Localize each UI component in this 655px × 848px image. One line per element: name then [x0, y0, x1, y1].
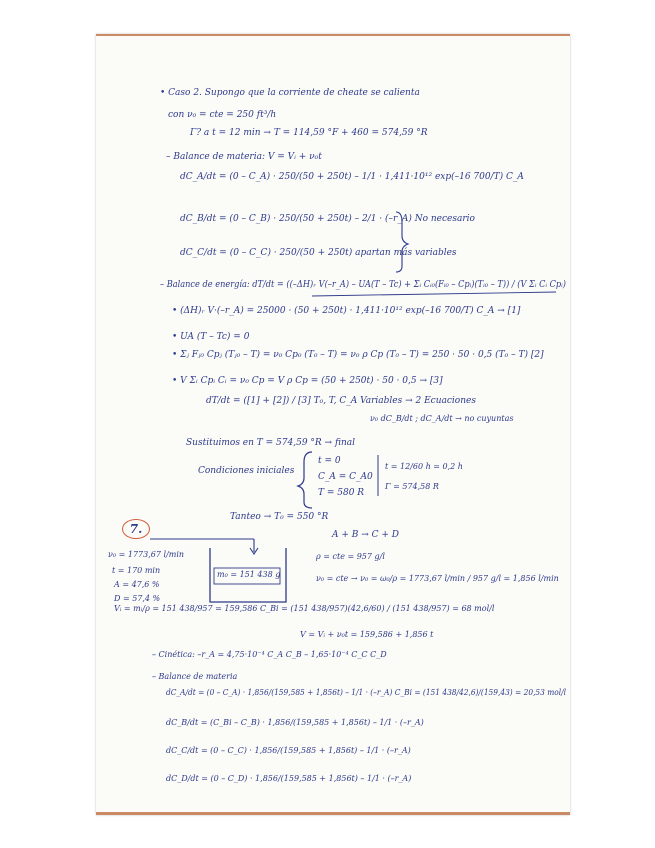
text-line: T = 580 R: [318, 488, 365, 498]
text-line: ρ = cte = 957 g/l: [316, 552, 385, 561]
text-line: con ν₀ = cte = 250 ft³/h: [168, 110, 277, 120]
text-line: • (ΔH)ᵣ V·(–r_A) = 25000 · (50 + 250t) · 1,411·10¹² exp(–16 700/T) C_A → [1]: [172, 306, 521, 316]
text-line: • Σⱼ Fⱼ₀ Cpⱼ (Tⱼ₀ – T) = ν₀ Cp₀ (T₀ – T) = ν₀ ρ Cp (T₀ – T) = 250 · 50 · 0,5 (T₀ – T) [2]: [172, 350, 544, 360]
text-line: • UA (T – Tc) = 0: [172, 332, 250, 342]
text-line: C_A = C_A0: [318, 472, 373, 482]
text-line: • Caso 2. Supongo que la corriente de cheate se calienta: [160, 88, 420, 98]
text-line: Vᵢ = mᵢ/ρ = 151 438/957 = 159,586 C_Bi = (151 438/957)(42,6/60) / (151 438/957) = 68 mol/l: [114, 604, 495, 613]
text-line: D = 57,4 %: [114, 594, 161, 603]
text-line: – Balance de energía: dT/dt = ((–ΔH)ᵣ V(–r_A) – UA(T – Tc) + Σᵢ Cᵢ₀(Fᵢ₀ – Cpᵢ)(Tᵢ₀ – T)) / (V Σᵢ Cᵢ Cpᵢ): [160, 280, 566, 290]
text-line: – Cinética: –r_A = 4,75·10⁻⁴ C_A C_B – 1,65·10⁻⁴ C_C C_D: [152, 650, 387, 659]
text-line: – Balance de materia: [152, 672, 238, 681]
text-line: dC_D/dt = (0 – C_D) · 1,856/(159,585 + 1,856t) – 1/1 · (–r_A): [166, 774, 412, 783]
text-line: dT/dt = ([1] + [2]) / [3] T₀, T, C_A Variables → 2 Ecuaciones: [206, 396, 476, 406]
text-line: A = 47,6 %: [114, 580, 160, 589]
conditions-brace: [298, 452, 312, 508]
text-line: Tanteo → T₀ = 550 °R: [230, 512, 329, 522]
text-line: V = Vᵢ + ν₀t = 159,586 + 1,856 t: [300, 630, 434, 639]
vessel-label: m₀ = 151 438 g: [217, 570, 281, 579]
text-line: dC_B/dt = (C_Bi – C_B) · 1,856/(159,585 + 1,856t) – 1/1 · (–r_A): [166, 718, 424, 727]
text-line: A + B → C + D: [332, 530, 400, 540]
text-line: dC_C/dt = (0 – C_C) · 1,856/(159,585 + 1,856t) – 1/1 · (–r_A): [166, 746, 411, 755]
text-line: Γ? a t = 12 min → T = 114,59 °F + 460 = 574,59 °R: [190, 128, 428, 138]
text-line: t = 0: [318, 456, 341, 466]
text-line: Sustituimos en T = 574,59 °R → final: [186, 438, 355, 448]
text-line: ν₀ dC_B/dt ; dC_A/dt → no cuyuntas: [370, 414, 514, 423]
text-line: ν₀ = 1773,67 l/min: [108, 550, 185, 559]
text-line: dC_A/dt = (0 – C_A) · 250/(50 + 250t) – 1/1 · 1,411·10¹² exp(–16 700/T) C_A: [180, 172, 524, 182]
text-line: dC_C/dt = (0 – C_C) · 250/(50 + 250t) apartan más variables: [180, 248, 457, 258]
text-line: dC_B/dt = (0 – C_B) · 250/(50 + 250t) – 2/1 · (–r_A) No necesario: [180, 214, 475, 224]
text-line: t = 12/60 h = 0,2 h: [385, 462, 463, 471]
energy-fraction-line: [312, 292, 556, 296]
text-line: Γ = 574,58 R: [385, 482, 439, 491]
text-line: ν₀ = cte → ν₀ = ω₀/ρ = 1773,67 l/min / 957 g/l = 1,856 l/min: [316, 574, 559, 583]
problem-number: 7.: [122, 519, 150, 539]
text-line: t = 170 min: [112, 566, 161, 575]
text-line: • V Σᵢ Cpᵢ Cᵢ = ν₀ Cp = V ρ Cp = (50 + 250t) · 50 · 0,5 → [3]: [172, 376, 443, 386]
text-line: Condiciones iniciales: [198, 466, 295, 476]
text-line: dC_A/dt = (0 – C_A) · 1,856/(159,585 + 1,856t) – 1/1 · (–r_A) C_Bi = (151 438/42,6)/(159,43) = 20,53 mol/l: [166, 688, 566, 697]
text-line: – Balance de materia: V = Vᵢ + ν₀t: [166, 152, 322, 162]
